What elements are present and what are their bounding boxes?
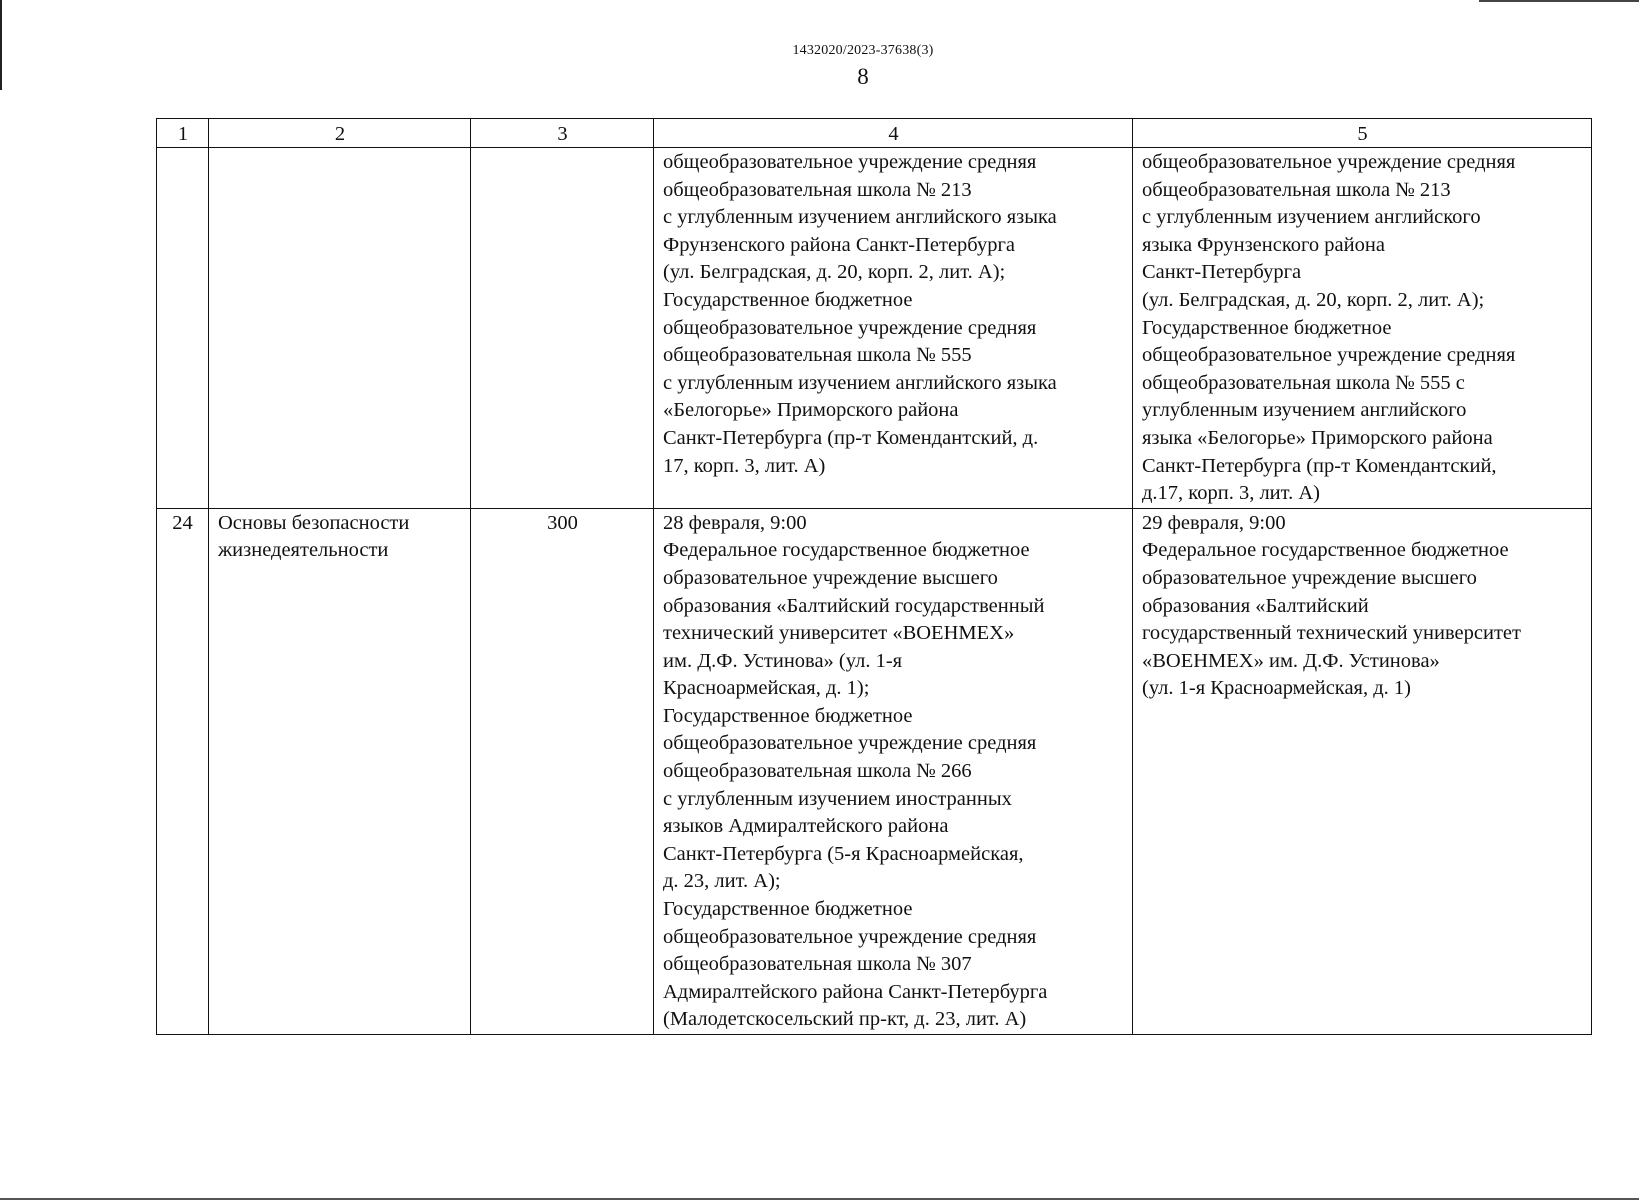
text-line: Адмиралтейского района Санкт-Петербурга [663,980,1048,1003]
text-line: образования «Балтийский государственный [663,594,1045,617]
text-line: Санкт-Петербурга (пр-т Комендантский, [1142,454,1497,477]
document-number: 1432020/2023-37638(3) [792,43,934,58]
scan-edge-mark [1479,0,1639,2]
text-line: общеобразовательная школа № 555 с [1142,371,1465,394]
text-line: 29 февраля, 9:00 [1142,511,1286,534]
subject-cell [209,508,471,1034]
text-line: Федеральное государственное бюджетное [1142,539,1509,562]
text-line: им. Д.Ф. Устинова» (ул. 1-я [663,649,903,672]
text-line: общеобразовательная школа № 213 [1142,178,1451,201]
text-line: Государственное бюджетное [663,704,913,727]
text-line: д.17, корп. 3, лит. А) [1142,482,1320,505]
text-line: технический университет «ВОЕНМЕХ» [663,622,1015,645]
text-line: 17, корп. 3, лит. А) [663,454,826,477]
text-line: Государственное бюджетное [663,288,913,311]
text-line: образования «Балтийский [1142,594,1369,617]
text-line: общеобразовательное учреждение средняя [1142,151,1516,173]
text-line: общеобразовательное учреждение средняя [663,732,1037,755]
text-line: Основы безопасности [218,511,410,534]
text-line: общеобразовательное учреждение средняя [663,925,1037,948]
text-line: Санкт-Петербурга (5-я Красноармейская, [663,842,1024,865]
text-line: жизнедеятельности [218,539,389,562]
text-line: языка Фрунзенского района [1142,233,1385,256]
text-line: государственный технический университет [1142,622,1521,645]
text-line: общеобразовательное учреждение средняя [1142,344,1516,367]
text-line: Государственное бюджетное [663,898,913,921]
table-header-row [157,119,1592,148]
row-number-cell: 24 [157,508,209,1034]
text-line: Санкт-Петербурга (пр-т Комендантский, д. [663,426,1039,449]
text-line: Красноармейская, д. 1); [663,677,870,700]
text-line: (ул. Белградская, д. 20, корп. 2, лит. А); [663,261,1006,284]
hours-cell [471,148,654,509]
table-header-cell: 1 [157,119,209,148]
table-row [157,148,1592,509]
text-line: общеобразовательная школа № 266 [663,760,972,783]
text-line: (ул. Белградская, д. 20, корп. 2, лит. А); [1142,288,1485,311]
text-line: Федеральное государственное бюджетное [663,539,1030,562]
text-line: д. 23, лит. А); [663,870,781,893]
text-line: с углубленным изучением английского [1142,206,1481,229]
text-line: общеобразовательная школа № 555 [663,344,972,367]
text-line: с углубленным изучением английского языка [663,206,1057,229]
text-line: Фрунзенского района Санкт-Петербурга [663,233,1015,256]
table-header-cell: 5 [1133,119,1592,148]
text-line: образовательное учреждение высшего [1142,566,1477,589]
text-line: (Малодетскосельский пр-кт, д. 23, лит. А) [663,1008,1027,1031]
table-header-cell: 4 [654,119,1133,148]
text-line: языка «Белогорье» Приморского района [1142,426,1493,449]
subject-cell [209,148,471,509]
page-number: 8 [857,64,869,89]
text-line: образовательное учреждение высшего [663,566,998,589]
text-line: языков Адмиралтейского района [663,815,949,838]
hours-cell: 300 [471,508,654,1034]
venue-cell [654,508,1133,1034]
text-line: общеобразовательное учреждение средняя [663,151,1037,173]
text-line: общеобразовательная школа № 307 [663,953,972,976]
text-line: с углубленным изучением английского языка [663,371,1057,394]
text-line: «Белогорье» Приморского района [663,399,959,422]
table-row [157,508,1592,1034]
venue-cell [1133,508,1592,1034]
text-line: общеобразовательная школа № 213 [663,178,972,201]
venue-cell [654,148,1133,509]
table-header-cell: 3 [471,119,654,148]
venue-cell [1133,148,1592,509]
text-line: (ул. 1-я Красноармейская, д. 1) [1142,677,1411,700]
text-line: общеобразовательное учреждение средняя [663,316,1037,339]
text-line: Санкт-Петербурга [1142,261,1302,284]
text-line: углубленным изучением английского [1142,399,1467,422]
text-line: с углубленным изучением иностранных [663,787,1012,810]
schedule-table [156,118,1592,1035]
row-number-cell [157,148,209,509]
table-header-cell: 2 [209,119,471,148]
text-line: Государственное бюджетное [1142,316,1392,339]
text-line: 28 февраля, 9:00 [663,511,807,534]
text-line: «ВОЕНМЕХ» им. Д.Ф. Устинова» [1142,649,1440,672]
